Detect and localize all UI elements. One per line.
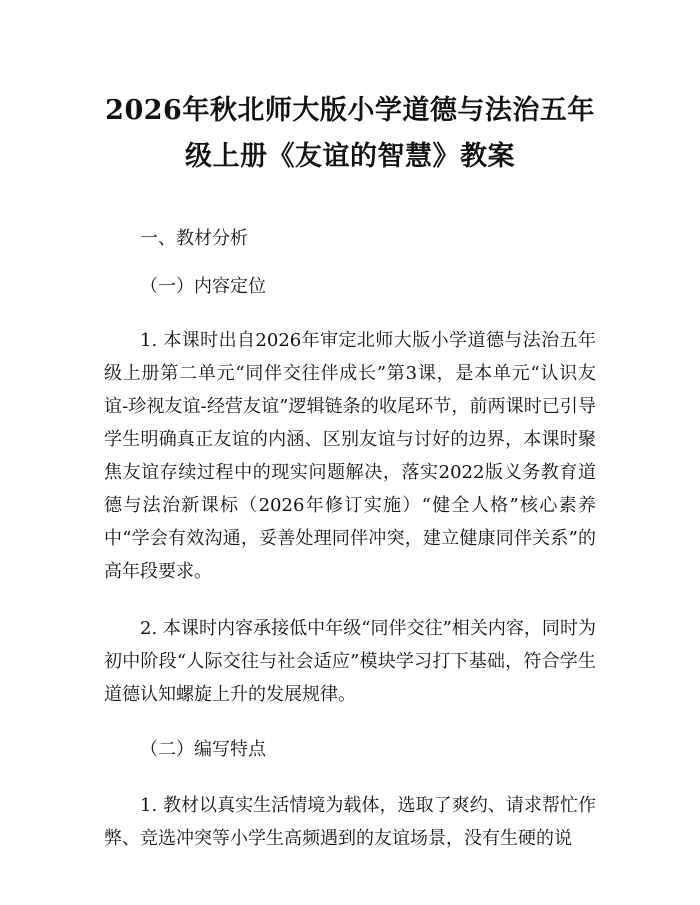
paragraph-writing-features-1: 1. 教材以真实生活情境为载体，选取了爽约、请求帮忙作弊、竞选冲突等小学生高频遇到的友谊场景，没有生硬的说 <box>104 795 596 849</box>
subsection-heading-content-positioning: （一）内容定位 <box>140 276 266 297</box>
section-heading-teaching-material-analysis: 一、教材分析 <box>140 228 248 249</box>
subsection-heading-writing-features: （二）编写特点 <box>140 739 266 760</box>
paragraph-content-positioning-1: 1. 本课时出自2026年审定北师大版小学道德与法治五年级上册第二单元“同伴交往伴成长”第3课，是本单元“认识友谊-珍视友谊-经营友谊”逻辑链条的收尾环节，前两课时已引导学生明确真正友谊的内涵、区别友谊与讨好的边界，本课时聚焦友谊存续过程中的现实问题解决，落实2022版义务教育道德与法治新课标（2026年修订实施）“健全人格”核心素养中“学会有效沟通，妥善处理同伴冲突，建立健康同伴关系”的高年段要求。 <box>104 330 596 582</box>
paragraph-content-positioning-2: 2. 本课时内容承接低中年级“同伴交往”相关内容，同时为初中阶段“人际交往与社会适应”模块学习打下基础，符合学生道德认知螺旋上升的发展规律。 <box>104 618 596 705</box>
document-title: 2026年秋北师大版小学道德与法治五年级上册《友谊的智慧》教案 <box>105 95 595 172</box>
